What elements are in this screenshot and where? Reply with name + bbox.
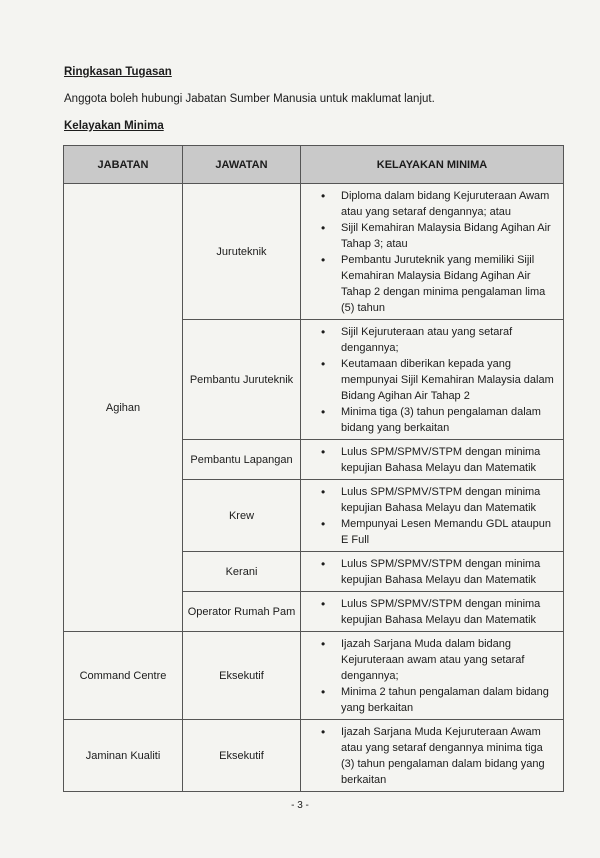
qualification-cell (301, 552, 564, 592)
list-item: • Ijazah Sarjana Muda dalam bidang Kejuruteraan awam atau yang setaraf dengannya; (341, 636, 557, 684)
qualification-list (305, 444, 557, 476)
section-title: Ringkasan Tugasan (64, 66, 172, 78)
qualification-list (305, 324, 557, 436)
qualification-list (305, 188, 557, 316)
list-item: • Lulus SPM/SPMV/STPM dengan minima kepujian Bahasa Melayu dan Matematik (341, 596, 557, 628)
list-item: • Sijil Kemahiran Malaysia Bidang Agihan Air Tahap 3; atau (341, 220, 557, 252)
list-item: • Pembantu Juruteknik yang memiliki Sijil Kemahiran Malaysia Bidang Agihan Air Tahap 2 dengan minima pengalaman lima (5) tahun (341, 252, 557, 316)
header-department: JABATAN (64, 146, 183, 184)
qualification-cell (301, 632, 564, 720)
department-cell: Agihan (64, 184, 183, 632)
list-item: • Minima tiga (3) tahun pengalaman dalam bidang yang berkaitan (341, 404, 557, 436)
qualification-cell (301, 440, 564, 480)
requirements-table (63, 145, 564, 792)
qualification-list (305, 556, 557, 588)
qualification-cell (301, 480, 564, 552)
list-item: • Ijazah Sarjana Muda Kejuruteraan Awam atau yang setaraf dengannya minima tiga (3) tahun pengalaman dalam bidang yang berkaitan (341, 724, 557, 788)
department-cell: Jaminan Kualiti (64, 720, 183, 792)
position-cell: Eksekutif (183, 632, 301, 720)
requirements-title: Kelayakan Minima (64, 120, 164, 132)
qualification-list (305, 636, 557, 716)
list-item: • Minima 2 tahun pengalaman dalam bidang yang berkaitan (341, 684, 557, 716)
qualification-list (305, 596, 557, 628)
qualification-list (305, 724, 557, 788)
table-row (64, 632, 564, 720)
header-position: JAWATAN (183, 146, 301, 184)
position-cell: Pembantu Juruteknik (183, 320, 301, 440)
qualification-cell (301, 184, 564, 320)
qualification-list (305, 484, 557, 548)
header-qualification: KELAYAKAN MINIMA (301, 146, 564, 184)
position-cell: Operator Rumah Pam (183, 592, 301, 632)
table-body (64, 184, 564, 792)
qualification-cell (301, 592, 564, 632)
table-row (64, 720, 564, 792)
position-cell: Juruteknik (183, 184, 301, 320)
list-item: • Diploma dalam bidang Kejuruteraan Awam atau yang setaraf dengannya; atau (341, 188, 557, 220)
position-cell: Krew (183, 480, 301, 552)
position-cell: Pembantu Lapangan (183, 440, 301, 480)
table-header-row (64, 146, 564, 184)
qualification-cell (301, 320, 564, 440)
qualification-cell (301, 720, 564, 792)
list-item: • Lulus SPM/SPMV/STPM dengan minima kepujian Bahasa Melayu dan Matematik (341, 484, 557, 516)
list-item: • Lulus SPM/SPMV/STPM dengan minima kepujian Bahasa Melayu dan Matematik (341, 444, 557, 476)
department-cell: Command Centre (64, 632, 183, 720)
list-item: • Lulus SPM/SPMV/STPM dengan minima kepujian Bahasa Melayu dan Matematik (341, 556, 557, 588)
list-item: • Sijil Kejuruteraan atau yang setaraf dengannya; (341, 324, 557, 356)
list-item: • Mempunyai Lesen Memandu GDL ataupun E Full (341, 516, 557, 548)
position-cell: Kerani (183, 552, 301, 592)
intro-paragraph: Anggota boleh hubungi Jabatan Sumber Manusia untuk maklumat lanjut. (64, 93, 435, 105)
position-cell: Eksekutif (183, 720, 301, 792)
list-item: • Keutamaan diberikan kepada yang mempunyai Sijil Kemahiran Malaysia dalam Bidang Agihan Air Tahap 2 (341, 356, 557, 404)
table-row (64, 184, 564, 320)
page-number: - 3 - (291, 800, 309, 811)
